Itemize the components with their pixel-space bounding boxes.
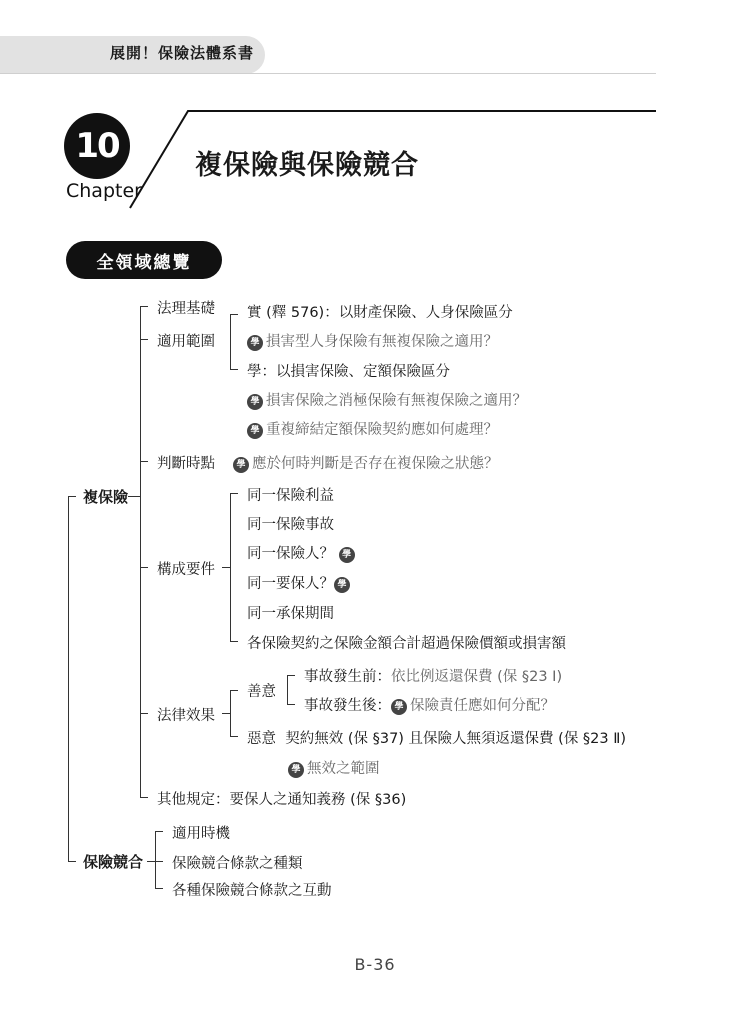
jinghe-item: 適用時機 — [172, 826, 230, 842]
element-item: 同一保險人？ 學 — [247, 542, 358, 563]
tree-line — [147, 861, 163, 862]
timing-question: 學 應於何時判斷是否存在複保險之狀態？ — [233, 452, 499, 473]
good-faith-after: 事故發生後： 學 保險責任應如何分配？ — [304, 698, 555, 714]
bad-faith-question: 學 無效之範圍 — [288, 757, 380, 778]
tree-line — [222, 567, 230, 568]
tree-line — [68, 496, 69, 862]
book-title: 展開！保險法體系書 — [110, 44, 255, 62]
element-item: 同一承保期間 — [247, 606, 334, 622]
tree-line — [230, 690, 231, 737]
tree-line — [230, 641, 238, 642]
chapter-number-badge: 10 — [64, 113, 130, 179]
node-effects: 法律效果 — [157, 708, 215, 724]
tree-line — [140, 713, 148, 714]
tree-line — [155, 831, 163, 832]
tree-line — [68, 861, 76, 862]
tree-line — [222, 713, 230, 714]
study-question-icon: 學 — [247, 394, 263, 410]
node-scope: 適用範圍 — [157, 334, 215, 350]
element-item: 同一保險利益 — [247, 488, 334, 504]
study-question-icon: 學 — [339, 547, 355, 563]
chapter-title: 複保險與保險競合 — [195, 150, 419, 181]
study-question-icon: 學 — [391, 699, 407, 715]
tree-line — [230, 690, 238, 691]
element-item: 同一保險事故 — [247, 517, 334, 533]
section-heading: 全領域總覽 — [66, 241, 222, 279]
scope-theory-line: 學：以損害保險、定額保險區分 — [247, 364, 450, 380]
tree-line — [287, 675, 288, 705]
study-question-icon: 學 — [334, 577, 350, 593]
scope-question-3: 學 重複締結定額保險契約應如何處理？ — [247, 418, 498, 439]
tree-line — [230, 493, 231, 642]
tree-line — [140, 306, 148, 307]
tree-line — [287, 704, 295, 705]
study-question-icon: 學 — [247, 423, 263, 439]
tree-line — [128, 496, 140, 497]
element-item: 同一要保人？ 學 — [247, 572, 353, 593]
node-good-faith: 善意 — [247, 684, 276, 700]
tree-line — [140, 339, 148, 340]
good-faith-before: 事故發生前：依比例返還保費 (保 §23 Ⅰ) — [304, 669, 563, 685]
scope-practice-line: 實 (釋 576)：以財產保險、人身保險區分 — [247, 305, 513, 321]
study-question-icon: 學 — [233, 457, 249, 473]
node-other-rules: 其他規定：要保人之通知義務 (保 §36) — [157, 792, 407, 808]
tree-line — [230, 314, 238, 315]
scope-question-2: 學 損害保險之消極保險有無複保險之適用？ — [247, 389, 527, 410]
page-number: B-36 — [354, 955, 396, 974]
node-bad-faith: 惡意 契約無效 (保 §37) 且保險人無須返還保費 (保 §23 Ⅱ) — [247, 731, 627, 747]
node-elements: 構成要件 — [157, 562, 215, 578]
tree-line — [230, 314, 231, 370]
tree-line — [140, 461, 148, 462]
element-item: 各保險契約之保險金額合計超過保險價額或損害額 — [247, 636, 566, 652]
tree-line — [230, 493, 238, 494]
node-legal-basis: 法理基礎 — [157, 301, 215, 317]
chapter-slash-decoration — [0, 0, 750, 260]
tree-line — [287, 675, 295, 676]
node-fubaoxian: 複保險 — [83, 488, 129, 506]
jinghe-item: 保險競合條款之種類 — [172, 856, 303, 872]
tree-line — [230, 736, 238, 737]
tree-line — [155, 831, 156, 889]
jinghe-item: 各種保險競合條款之互動 — [172, 883, 332, 899]
tree-line — [68, 496, 76, 497]
study-question-icon: 學 — [288, 762, 304, 778]
chapter-label: Chapter — [66, 180, 142, 202]
scope-question-1: 學 損害型人身保險有無複保險之適用？ — [247, 330, 498, 351]
tree-line — [140, 306, 141, 797]
tree-line — [140, 797, 148, 798]
tree-line — [230, 369, 238, 370]
study-question-icon: 學 — [247, 335, 263, 351]
tree-line — [155, 888, 163, 889]
tree-line — [140, 567, 148, 568]
node-timing: 判斷時點 — [157, 456, 215, 472]
node-jinghe: 保險競合 — [83, 853, 144, 871]
